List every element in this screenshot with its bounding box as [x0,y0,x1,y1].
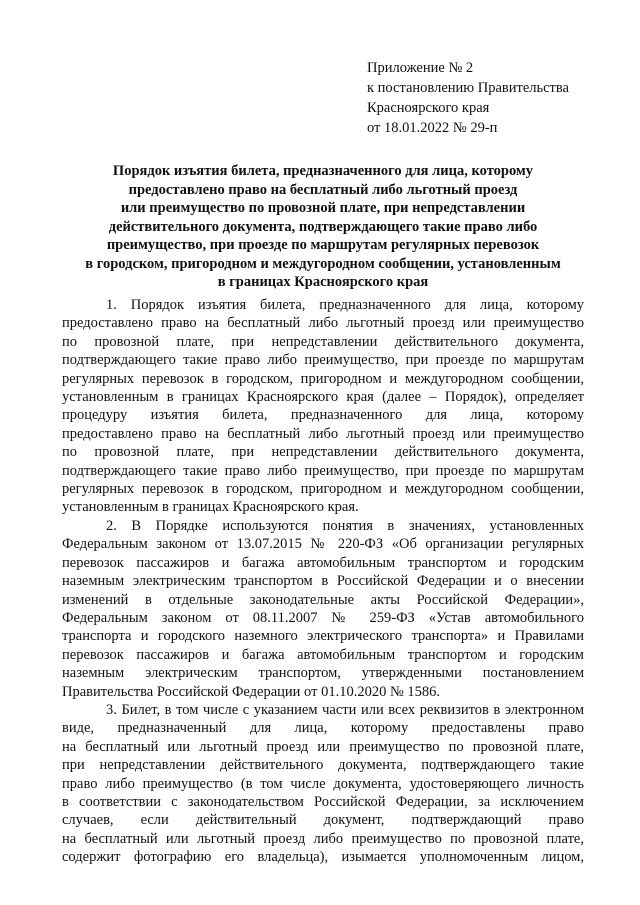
text-line: на бесплатный или льготный проезд или преимущество по провозной плате, [62,738,584,755]
text-line: процедуру изъятия билета, предназначенного для лица, которому [62,407,584,424]
title-line: или преимущество по провозной плате, при непредставлении [120,200,526,216]
text-line: подтверждающего такие право либо преимущество, при проезде по маршрутам [62,462,584,479]
text-line: наземным электрическим транспортом в Российской Федерации и о внесении [62,573,584,590]
text-line: Правительства Российской Федерации от 01.10.2020 № 1586. [62,683,441,700]
text-line: регулярных перевозок в городском, пригородном и междугородном сообщении, [62,481,584,498]
appendix-date: от 18.01.2022 № 29-п [367,120,498,136]
document-body [62,296,584,867]
text-line: установленным в границах Красноярского края. [62,499,359,516]
text-line: в соответствии с законодательством Российской Федерации, за исключением [62,793,584,810]
title-line: преимущество, при проезде по маршрутам регулярных перевозок [106,237,540,253]
text-line: при непредставлении действительного документа, подтверждающего такие [62,757,584,774]
text-line: случаев, если действительный документ, подтверждающий право [62,812,584,829]
text-line: изменений в отдельные законодательные акты Российской Федерации», [62,591,584,608]
text-line: виде, предназначенный для лица, которому предоставлены право [62,720,584,737]
text-line: регулярных перевозок в городском, пригородном и междугородном сообщении, [62,370,584,387]
appendix-reference: к постановлению Правительства [367,80,569,96]
text-line: по провозной плате, при непредставлении действительного документа, [62,333,584,350]
text-line: по провозной плате, при непредставлении действительного документа, [62,444,584,461]
text-line: транспорта и городского наземного электрического транспорта» и Правилами [62,628,584,645]
text-line: установленным в границах Красноярского края (далее – Порядок), определяет [62,389,584,406]
text-line: 1. Порядок изъятия билета, предназначенного для лица, которому [106,297,584,313]
paragraph-2 [62,517,584,701]
text-line: перевозок пассажиров и багажа автомобильным транспортом и городским [62,554,584,571]
appendix-region: Красноярского края [367,100,490,116]
text-line: на бесплатный или льготный проезд либо преимущество по провозной плате, [62,830,584,847]
title-line: предоставлено право на бесплатный либо льготный проезд [128,181,518,198]
paragraph-3 [62,701,584,867]
text-line: подтверждающего такие право либо преимущество, при проезде по маршрутам [62,352,584,369]
text-line: предоставлено право на бесплатный либо льготный проезд или преимущество [62,315,584,332]
title-line: в городском, пригородном и междугородном сообщении, установленным [85,255,561,272]
text-line: предоставлено право на бесплатный либо льготный проезд или преимущество [62,425,584,442]
text-line: наземным электрическим транспортом, утвержденными постановлением [62,665,584,682]
text-line: 3. Билет, в том числе с указанием части или всех реквизитов в электронном [106,701,584,718]
appendix-number: Приложение № 2 [367,60,474,76]
text-line: Федеральным законом от 13.07.2015 № 220-ФЗ «Об организации регулярных [62,536,584,553]
text-line: право либо преимущество (в том числе документа, удостоверяющего личность [62,775,584,792]
text-line: перевозок пассажиров и багажа автомобильным транспортом и городским [62,646,584,663]
title-line: действительного документа, подтверждающего такие право либо [108,218,538,235]
paragraph-1 [62,296,584,517]
text-line: Федеральным законом от 08.11.2007 № 259-ФЗ «Устав автомобильного [62,609,584,626]
document-title [62,162,584,292]
title-line: Порядок изъятия билета, предназначенного для лица, которому [112,163,534,179]
text-line: содержит фотографию его владельца), изымается уполномоченным лицом, [62,849,584,866]
title-line: в границах Красноярского края [217,274,429,290]
text-line: 2. В Порядке используются понятия в значениях, установленных [106,517,584,534]
appendix-block [367,58,569,138]
